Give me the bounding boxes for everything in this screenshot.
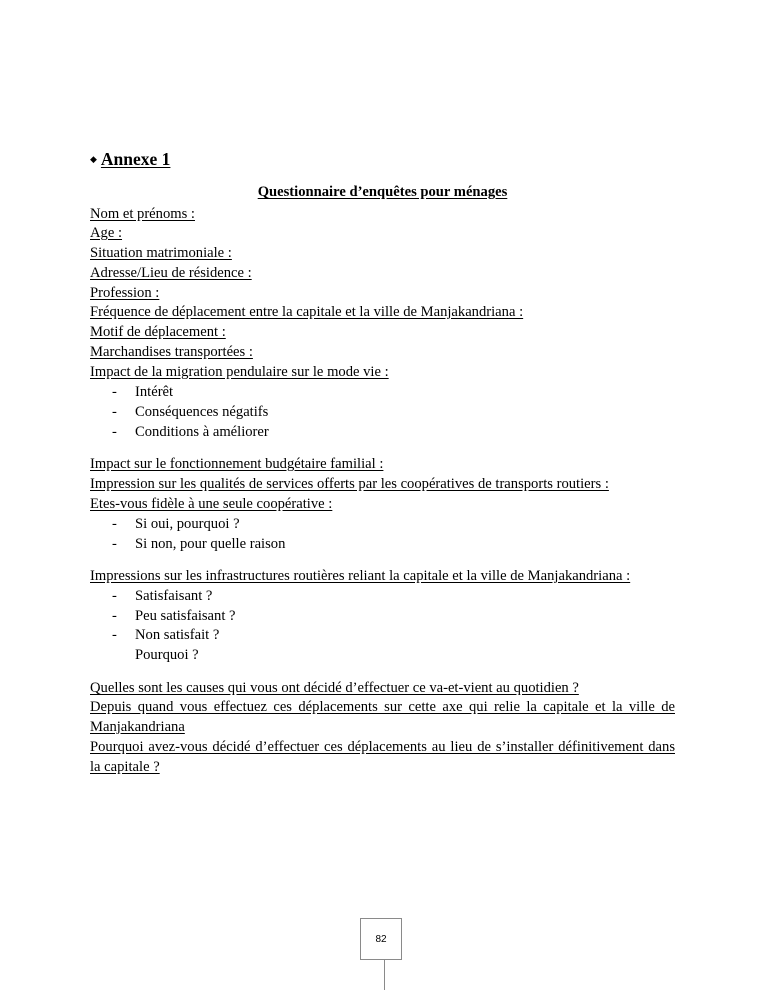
list-dash: - bbox=[112, 608, 117, 624]
questionnaire-title: Questionnaire d’enquêtes pour ménages bbox=[257, 184, 508, 200]
list-item-conditions: Conditions à améliorer bbox=[135, 424, 269, 440]
list-item-negative-consequences: Conséquences négatifs bbox=[135, 404, 269, 420]
page-number: 82 bbox=[360, 918, 402, 960]
list-item-why: Pourquoi ? bbox=[135, 647, 199, 663]
list-dash: - bbox=[112, 588, 117, 604]
field-cooperative-loyalty: Etes-vous fidèle à une seule coopérative : bbox=[90, 496, 333, 512]
question-causes: Quelles sont les causes qui vous ont décidé d’effectuer ce va-et-vient au quotidien ? bbox=[90, 680, 579, 696]
field-travel-frequency: Fréquence de déplacement entre la capitale et la ville de Manjakandriana : bbox=[90, 304, 524, 320]
annex-title: Annexe 1 bbox=[100, 149, 171, 169]
field-travel-motive: Motif de déplacement : bbox=[90, 324, 226, 340]
list-dash: - bbox=[112, 424, 117, 440]
field-migration-impact: Impact de la migration pendulaire sur le mode vie : bbox=[90, 364, 389, 380]
list-dash: - bbox=[112, 627, 117, 643]
question-since-when-cont: Manjakandriana bbox=[90, 719, 185, 735]
field-name: Nom et prénoms : bbox=[90, 206, 195, 222]
list-dash: - bbox=[112, 384, 117, 400]
list-dash: - bbox=[112, 404, 117, 420]
question-why-commute-cont: la capitale ? bbox=[90, 759, 160, 775]
annex-heading bbox=[90, 148, 170, 170]
field-budget-impact: Impact sur le fonctionnement budgétaire familial : bbox=[90, 456, 384, 472]
list-item-if-no: Si non, pour quelle raison bbox=[135, 536, 286, 552]
list-dash: - bbox=[112, 536, 117, 552]
list-item-little-satisfying: Peu satisfaisant ? bbox=[135, 608, 236, 624]
list-dash: - bbox=[112, 516, 117, 532]
field-marital-status: Situation matrimoniale : bbox=[90, 245, 232, 261]
question-why-commute: Pourquoi avez-vous décidé d’effectuer ces déplacements au lieu de s’installer définitivement dans bbox=[90, 739, 675, 755]
list-item-if-yes: Si oui, pourquoi ? bbox=[135, 516, 240, 532]
field-infrastructure: Impressions sur les infrastructures routières reliant la capitale et la ville de Manjakandriana : bbox=[90, 568, 631, 584]
field-address: Adresse/Lieu de résidence : bbox=[90, 265, 252, 281]
list-item-interest: Intérêt bbox=[135, 384, 174, 400]
field-profession: Profession : bbox=[90, 285, 160, 301]
diamond-bullet-icon: ◆ bbox=[90, 154, 97, 164]
field-age: Age : bbox=[90, 225, 123, 241]
field-service-quality: Impression sur les qualités de services offerts par les coopératives de transports routiers : bbox=[90, 476, 609, 492]
page-number-connector bbox=[384, 960, 385, 990]
list-item-not-satisfied: Non satisfait ? bbox=[135, 627, 220, 643]
list-item-satisfying: Satisfaisant ? bbox=[135, 588, 213, 604]
field-goods-transported: Marchandises transportées : bbox=[90, 344, 253, 360]
question-since-when: Depuis quand vous effectuez ces déplacements sur cette axe qui relie la capitale et la ville de bbox=[90, 699, 675, 715]
